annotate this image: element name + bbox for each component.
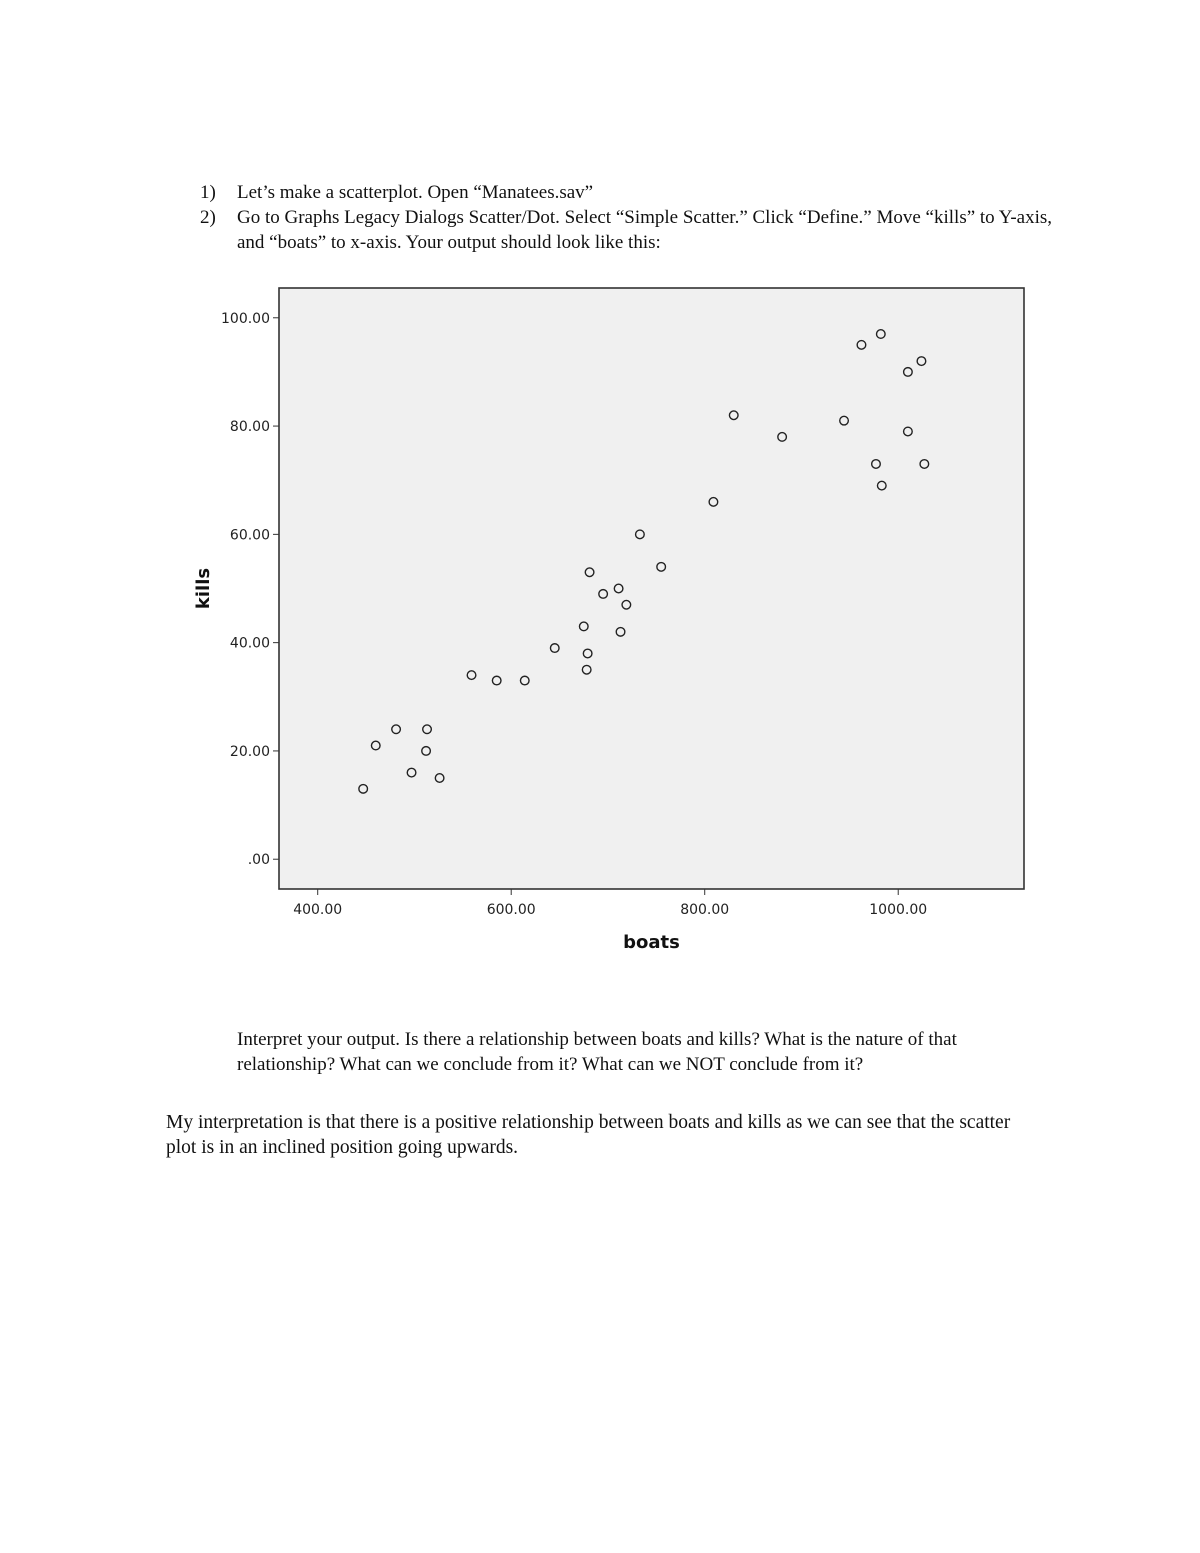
y-tick-label: .00 bbox=[247, 852, 270, 869]
y-tick-label: 60.00 bbox=[229, 527, 270, 544]
scatter-chart-svg bbox=[180, 270, 1050, 970]
x-tick-label: 800.00 bbox=[680, 902, 730, 918]
y-tick-label: 80.00 bbox=[229, 419, 270, 436]
instruction-item bbox=[200, 180, 1060, 205]
y-tick-label: 40.00 bbox=[229, 635, 270, 652]
x-tick-label: 400.00 bbox=[293, 902, 343, 918]
question-text: Interpret your output. Is there a relationship between boats and kills? What is the nature of that relationship? What can we conclude from it? What can we NOT conclude from it? bbox=[237, 1029, 957, 1075]
instruction-text: Go to Graphs Legacy Dialogs Scatter/Dot. Select “Simple Scatter.” Click “Define.” Move “kills” to Y-axis, and “boats” to x-axis. Your output should look like this: bbox=[237, 207, 1053, 253]
scatter-chart bbox=[180, 270, 1050, 970]
instruction-text: Let’s make a scatterplot. Open “Manatees.sav” bbox=[237, 182, 594, 203]
instruction-number: 2) bbox=[200, 207, 216, 228]
x-tick-label: 600.00 bbox=[486, 902, 536, 918]
instructions-list bbox=[200, 180, 1060, 255]
y-tick-label: 100.00 bbox=[221, 310, 270, 327]
instruction-item bbox=[200, 205, 1060, 255]
plot-area bbox=[279, 288, 1024, 889]
x-tick-label: 1000.00 bbox=[869, 902, 928, 918]
answer-text: My interpretation is that there is a positive relationship between boats and kills as we can see that the scatter plot is in an inclined position going upwards. bbox=[166, 1112, 1011, 1158]
instruction-number: 1) bbox=[200, 182, 216, 203]
y-axis-label: kills bbox=[193, 567, 214, 610]
y-tick-label: 20.00 bbox=[229, 743, 270, 760]
x-axis-label: boats bbox=[623, 932, 680, 953]
